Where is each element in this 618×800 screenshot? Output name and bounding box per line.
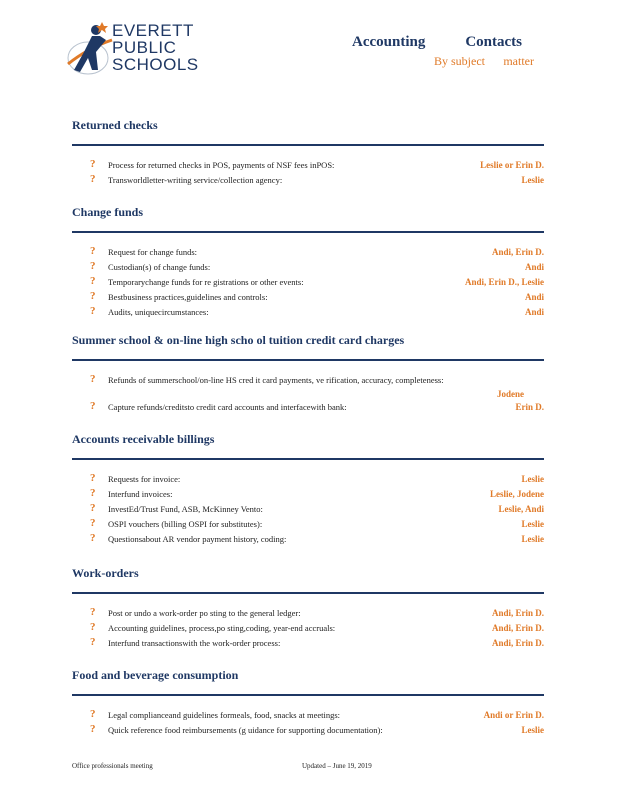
item-contact: Leslie (521, 519, 544, 529)
item-topic: Bestbusiness practices,guidelines and controls: (108, 292, 268, 302)
list-item (72, 708, 544, 723)
contact-list (72, 708, 544, 738)
item-topic: Audits, uniquecircumstances: (108, 307, 209, 317)
list-item (72, 173, 544, 188)
section-divider (72, 694, 544, 696)
item-topic: Interfund invoices: (108, 489, 173, 499)
question-bullet-icon: ? (90, 245, 96, 257)
item-contact: Leslie or Erin D. (480, 160, 544, 170)
section (72, 668, 544, 738)
contact-list (72, 472, 544, 547)
item-topic: Questionsabout AR vendor payment history, coding: (108, 534, 287, 544)
item-topic: InvestEd/Trust Fund, ASB, McKinney Vento: (108, 504, 263, 514)
item-contact: Jodene (497, 389, 524, 399)
item-contact: Andi (524, 292, 544, 302)
list-item (72, 260, 544, 275)
question-bullet-icon: ? (90, 606, 96, 618)
footer-right: Updated – June 19, 2019 (302, 762, 372, 770)
item-contact: Andi or Erin D. (483, 710, 544, 720)
list-item (72, 532, 544, 547)
item-contact: Leslie (521, 534, 544, 544)
list-item (72, 245, 544, 260)
footer-left: Office professionals meeting (72, 762, 153, 770)
list-item (72, 373, 544, 400)
question-bullet-icon: ? (90, 487, 96, 499)
item-contact: Andi, Erin D. (491, 638, 544, 648)
item-topic: OSPI vouchers (billing OSPI for substitutes): (108, 519, 263, 529)
item-contact: Andi (524, 262, 544, 272)
section-title: Food and beverage consumption (72, 668, 239, 682)
footer (72, 762, 412, 770)
section-title: Change funds (72, 205, 144, 219)
contact-list (72, 245, 544, 320)
section-title: Returned checks (72, 118, 158, 132)
item-contact: Andi, Erin D. (491, 247, 544, 257)
section-divider (72, 458, 544, 460)
question-bullet-icon: ? (90, 517, 96, 529)
item-contact: Andi (524, 307, 544, 317)
question-bullet-icon: ? (90, 275, 96, 287)
item-contact: Erin D. (515, 402, 544, 412)
question-bullet-icon: ? (90, 723, 96, 735)
district-logo (62, 18, 212, 82)
question-bullet-icon: ? (90, 532, 96, 544)
question-bullet-icon: ? (90, 290, 96, 302)
item-topic: Accounting guidelines, process,po sting,coding, year-end accruals: (108, 623, 336, 633)
question-bullet-icon: ? (90, 158, 96, 170)
item-topic: Post or undo a work-order po sting to the general ledger: (108, 608, 301, 618)
logo-wordmark: EVERETT PUBLIC SCHOOLS (112, 21, 199, 74)
section (72, 432, 544, 547)
section-divider (72, 359, 544, 361)
section-title: Work-orders (72, 566, 139, 580)
section-divider (72, 592, 544, 594)
list-item (72, 472, 544, 487)
list-item (72, 621, 544, 636)
item-topic: Capture refunds/creditsto credit card accounts and interfacewith bank: (108, 402, 347, 412)
section (72, 333, 544, 415)
item-topic: Custodian(s) of change funds: (108, 262, 211, 272)
question-bullet-icon: ? (90, 621, 96, 633)
contact-list (72, 158, 544, 188)
list-item (72, 502, 544, 517)
question-bullet-icon: ? (90, 636, 96, 648)
item-topic: Legal complianceand guidelines formeals, food, snacks at meetings: (108, 710, 341, 720)
section (72, 118, 544, 188)
section (72, 566, 544, 651)
item-contact: Leslie (521, 175, 544, 185)
item-topic: Interfund transactionswith the work-order process: (108, 638, 281, 648)
item-topic: Quick reference food reimbursements (g uidance for supporting documentation): (108, 725, 383, 735)
question-bullet-icon: ? (90, 708, 96, 720)
section-title: Summer school & on-line high scho ol tuition credit card charges (72, 333, 405, 347)
list-item (72, 517, 544, 532)
question-bullet-icon: ? (90, 260, 96, 272)
item-topic: Refunds of summerschool/on-line HS cred it card payments, ve rification, accuracy, completeness: (108, 375, 444, 385)
contact-list (72, 373, 544, 415)
list-item (72, 606, 544, 621)
list-item (72, 158, 544, 173)
section-divider (72, 144, 544, 146)
page-subtitle: By subject matter (434, 54, 534, 68)
item-topic: Transworldletter-writing service/collection agency: (108, 175, 283, 185)
question-bullet-icon: ? (90, 173, 96, 185)
item-contact: Leslie (521, 725, 544, 735)
list-item (72, 305, 544, 320)
question-bullet-icon: ? (90, 502, 96, 514)
list-item (72, 487, 544, 502)
list-item (72, 636, 544, 651)
list-item (72, 290, 544, 305)
contact-list (72, 606, 544, 651)
item-topic: Request for change funds: (108, 247, 197, 257)
question-bullet-icon: ? (90, 305, 96, 317)
question-bullet-icon: ? (90, 400, 96, 412)
list-item (72, 275, 544, 290)
page-title: Accounting Contacts (352, 34, 522, 50)
item-topic: Requests for invoice: (108, 474, 181, 484)
item-contact: Andi, Erin D. (491, 623, 544, 633)
item-contact: Andi, Erin D. (491, 608, 544, 618)
list-item (72, 400, 544, 415)
section (72, 205, 544, 320)
question-bullet-icon: ? (90, 373, 96, 385)
item-contact: Leslie, Jodene (490, 489, 544, 499)
item-contact: Andi, Erin D., Leslie (464, 277, 544, 287)
item-contact: Leslie, Andi (498, 504, 544, 514)
list-item (72, 723, 544, 738)
question-bullet-icon: ? (90, 472, 96, 484)
section-divider (72, 231, 544, 233)
item-contact: Leslie (521, 474, 544, 484)
section-title: Accounts receivable billings (72, 432, 215, 446)
item-topic: Process for returned checks in POS, payments of NSF fees inPOS: (108, 160, 335, 170)
item-topic: Temporarychange funds for re gistrations or other events: (108, 277, 304, 287)
